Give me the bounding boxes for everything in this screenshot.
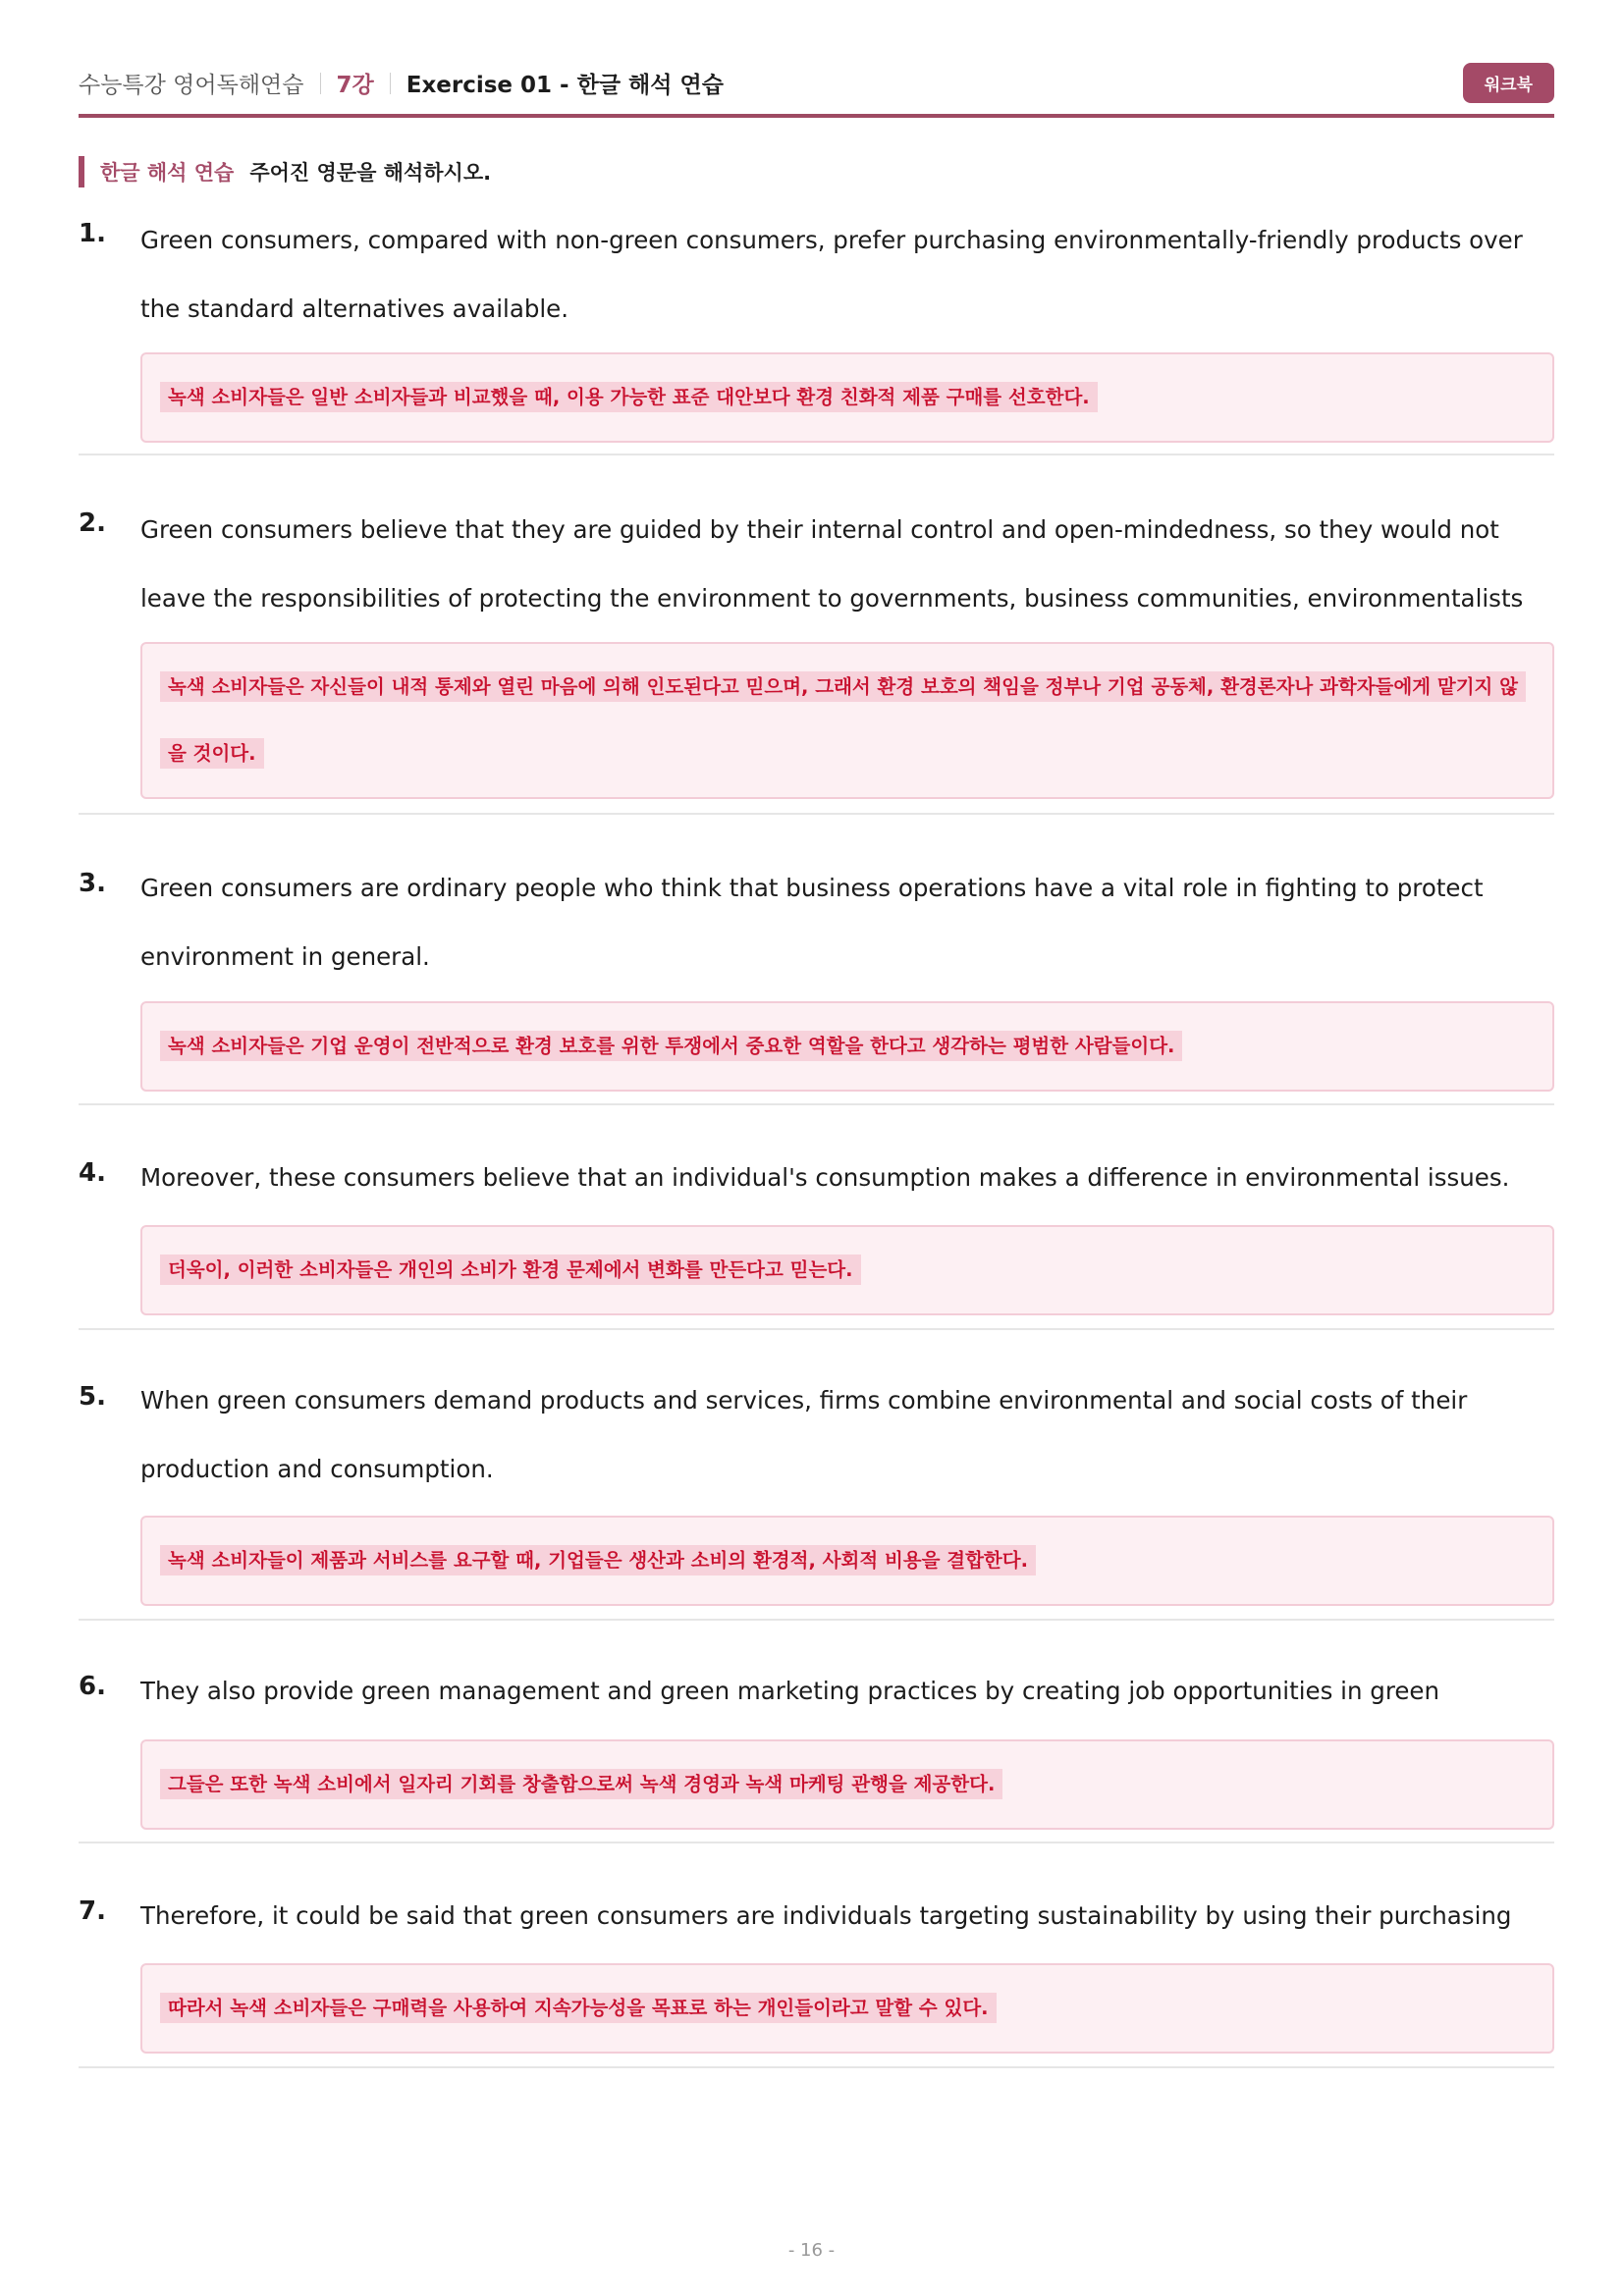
item-korean: 더욱이, 이러한 소비자들은 개인의 소비가 환경 문제에서 변화를 만든다고 믿는다. bbox=[160, 1255, 861, 1285]
item-korean: 녹색 소비자들은 기업 운영이 전반적으로 환경 보호를 위한 투쟁에서 중요한 역할을 한다고 생각하는 평범한 사람들이다. bbox=[160, 1031, 1182, 1061]
page-number: - 16 - bbox=[787, 2240, 836, 2261]
exercise-item bbox=[79, 1366, 1554, 1621]
item-english: When green consumers demand products and services, firms combine environmental and social costs of their production and consumption. bbox=[140, 1386, 1468, 1483]
exercise-item bbox=[79, 206, 1554, 455]
item-korean: 따라서 녹색 소비자들은 구매력을 사용하여 지속가능성을 목표로 하는 개인들이라고 말할 수 있다. bbox=[160, 1993, 997, 2023]
item-number: 6. bbox=[79, 1672, 106, 1701]
item-number: 4. bbox=[79, 1158, 106, 1188]
item-english: Therefore, it could be said that green consumers are individuals targeting sustainability by using their purchasing bbox=[140, 1901, 1512, 1930]
exercise-item bbox=[79, 496, 1554, 815]
item-korean-box bbox=[140, 352, 1554, 443]
item-korean-box bbox=[140, 1225, 1554, 1315]
exercise-item bbox=[79, 1657, 1554, 1843]
section-heading bbox=[79, 156, 491, 187]
item-number: 2. bbox=[79, 508, 106, 538]
item-number: 7. bbox=[79, 1896, 106, 1926]
item-korean: 녹색 소비자들이 제품과 서비스를 요구할 때, 기업들은 생산과 소비의 환경적, 사회적 비용을 결합한다. bbox=[160, 1545, 1036, 1575]
page-header bbox=[79, 59, 1554, 118]
item-korean-box bbox=[140, 1001, 1554, 1092]
item-korean-box bbox=[140, 1516, 1554, 1606]
item-korean-box bbox=[140, 642, 1554, 799]
header-breadcrumb bbox=[79, 67, 724, 99]
item-english: Moreover, these consumers believe that an individual's consumption makes a difference in environmental issues. bbox=[140, 1163, 1510, 1192]
workbook-badge: 워크북 bbox=[1463, 63, 1554, 103]
lesson-label: 7강 bbox=[336, 73, 374, 98]
book-title: 수능특강 영어독해연습 bbox=[79, 73, 304, 98]
item-korean: 그들은 또한 녹색 소비에서 일자리 기회를 창출함으로써 녹색 경영과 녹색 마케팅 관행을 제공한다. bbox=[160, 1769, 1002, 1799]
item-number: 5. bbox=[79, 1382, 106, 1412]
header-divider bbox=[320, 73, 321, 94]
header-divider bbox=[390, 73, 391, 94]
item-english: Green consumers, compared with non-green consumers, prefer purchasing environmentally-friendly products over the standard alternatives available. bbox=[140, 226, 1523, 323]
item-korean: 녹색 소비자들은 자신들이 내적 통제와 열린 마음에 의해 인도된다고 믿으며, 그래서 환경 보호의 책임을 정부나 기업 공동체, 환경론자나 과학자들에게 맡기지 않을 것이다. bbox=[160, 671, 1526, 769]
item-number: 3. bbox=[79, 869, 106, 898]
section-label: 한글 해석 연습 bbox=[100, 161, 235, 185]
exercise-title: Exercise 01 - 한글 해석 연습 bbox=[406, 73, 724, 98]
item-english: Green consumers believe that they are guided by their internal control and open-mindedness, so they would not leave the responsibilities of protecting the environment to governments, business communities, environmentalists bbox=[140, 515, 1524, 613]
exercise-item bbox=[79, 854, 1554, 1105]
item-korean: 녹색 소비자들은 일반 소비자들과 비교했을 때, 이용 가능한 표준 대안보다 환경 친화적 제품 구매를 선호한다. bbox=[160, 382, 1098, 412]
item-korean-box bbox=[140, 1739, 1554, 1830]
section-instruction: 주어진 영문을 해석하시오. bbox=[249, 161, 492, 185]
exercise-item bbox=[79, 1144, 1554, 1330]
item-korean-box bbox=[140, 1963, 1554, 2054]
exercise-item bbox=[79, 1882, 1554, 2068]
item-number: 1. bbox=[79, 219, 106, 248]
item-english: They also provide green management and green marketing practices by creating job opportunities in green bbox=[140, 1677, 1440, 1705]
item-english: Green consumers are ordinary people who think that business operations have a vital role in fighting to protect environment in general. bbox=[140, 874, 1484, 971]
